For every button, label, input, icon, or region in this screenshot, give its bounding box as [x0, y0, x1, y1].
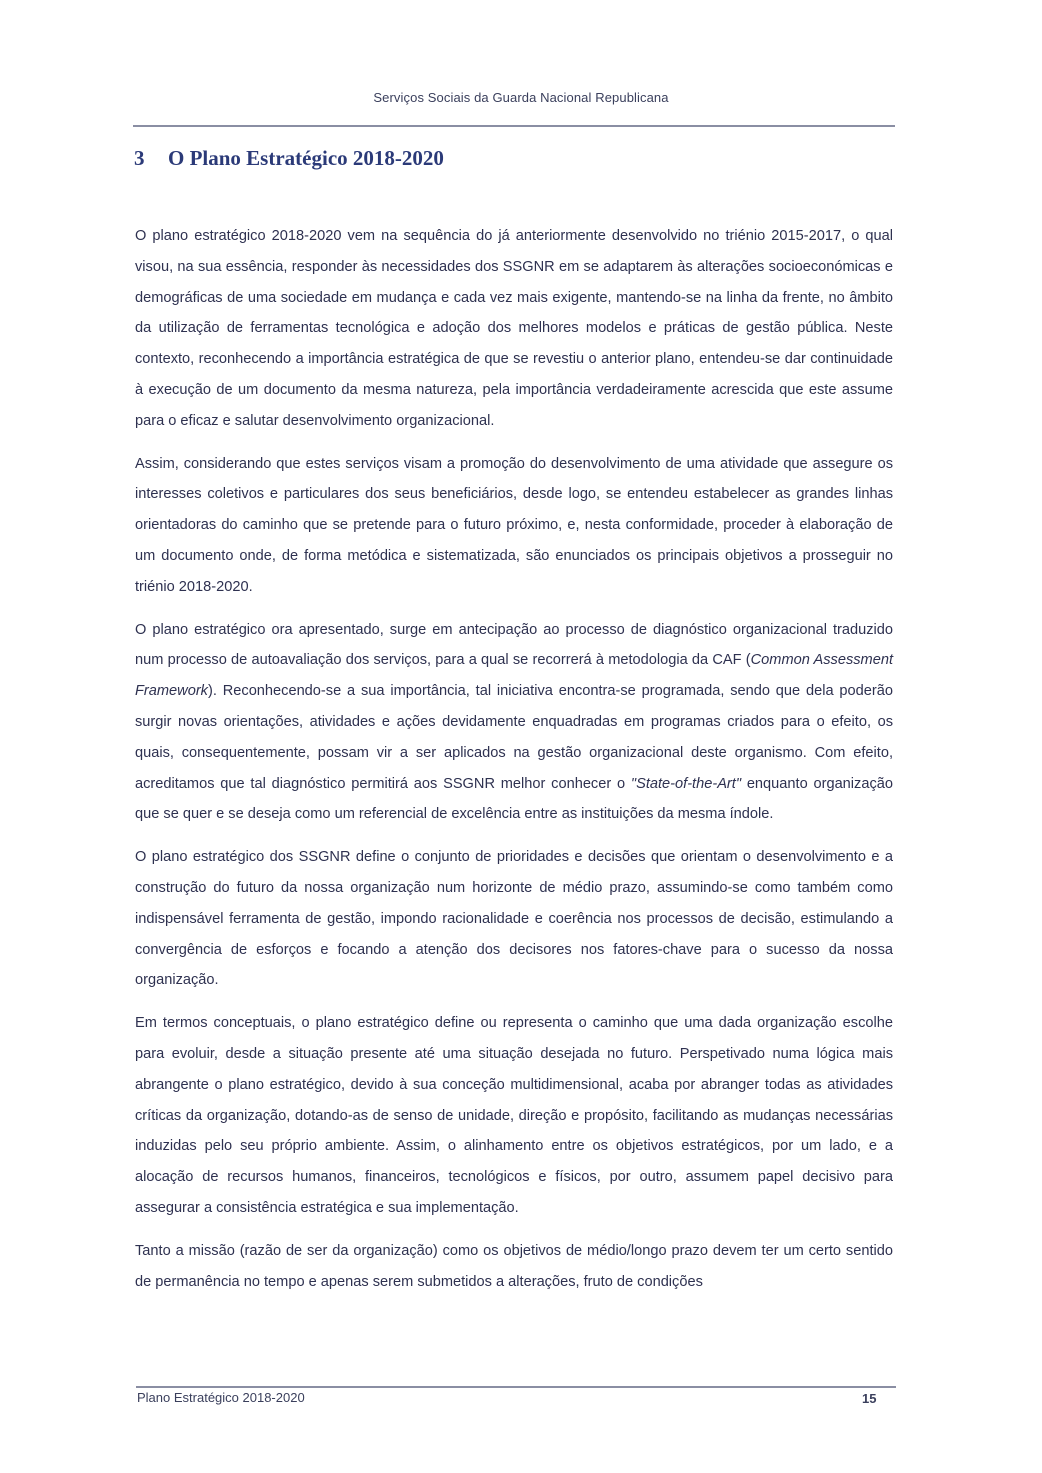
paragraph-3-part-c: enquanto organização que se quer e se deseja como um referencial de excelência entre as instituições da mesma índole. — [135, 775, 893, 823]
page-number: 15 — [862, 1391, 877, 1406]
caf-term: Common Assessment Framework — [135, 652, 893, 700]
paragraph-2: Assim, considerando que estes serviços visam a promoção do desenvolvimento de uma atividade que assegure os interesses coletivos e particulares dos seus beneficiários, desde logo, se entendeu estabelecer as grandes linhas orientadoras do caminho que se pretende para o futuro próximo, e, nesta conformidade, proceder à elaboração de um documento onde, de forma metódica e sistematizada, são enunciados os principais objetivos a prosseguir no triénio 2018-2020. — [135, 455, 893, 595]
header-divider — [133, 125, 895, 127]
footer-document-title: Plano Estratégico 2018-2020 — [137, 1390, 305, 1405]
paragraph-5: Em termos conceptuais, o plano estratégico define ou representa o caminho que uma dada organização escolhe para evoluir, desde a situação presente até uma situação desejada no futuro. Perspetivado numa lógica mais abrangente o plano estratégico, devido à sua conceção multidimensional, acaba por abranger todas as atividades críticas da organização, dotando-as de senso de unidade, direção e propósito, facilitando as mudanças necessárias induzidas pelo seu próprio ambiente. Assim, o alinhamento entre os objetivos estratégicos, por um lado, e a alocação de recursos humanos, financeiros, tecnológicos e físicos, por outro, assumem papel decisivo para assegurar a consistência estratégica e sua implementação. — [135, 1015, 893, 1216]
section-title — [134, 146, 444, 171]
paragraph-3 — [135, 615, 893, 831]
paragraph-3-part-a: O plano estratégico ora apresentado, surge em antecipação ao processo de diagnóstico organizacional traduzido num processo de autoavaliação dos serviços, para a qual se recorrerá à metodologia da CAF ( — [135, 621, 893, 669]
page-header: Serviços Sociais da Guarda Nacional Republicana — [373, 90, 669, 105]
paragraph-1: O plano estratégico 2018-2020 vem na sequência do já anteriormente desenvolvido no triénio 2015-2017, o qual visou, na sua essência, responder às necessidades dos SSGNR em se adaptarem às alterações socioeconómicas e demográficas de uma sociedade em mudança e cada vez mais exigente, mantendo-se na linha da frente, no âmbito da utilização de ferramentas tecnológica e adoção dos melhores modelos e práticas de gestão pública. Neste contexto, reconhecendo a importância estratégica de que se revestiu o anterior plano, entendeu-se dar continuidade à execução de um documento da mesma natureza, pela importância verdadeiramente acrescida que este assume para o eficaz e salutar desenvolvimento organizacional. — [135, 228, 893, 429]
section-title-text: O Plano Estratégico 2018-2020 — [168, 146, 444, 170]
section-number: 3 — [134, 146, 145, 170]
paragraph-6: Tanto a missão (razão de ser da organização) como os objetivos de médio/longo prazo devem ter um certo sentido de permanência no tempo e apenas serem submetidos a alterações, fruto de condições — [135, 1242, 893, 1290]
state-of-the-art-term: "State-of-the-Art" — [630, 775, 742, 792]
paragraph-4: O plano estratégico dos SSGNR define o conjunto de prioridades e decisões que orientam o desenvolvimento e a construção do futuro da nossa organização num horizonte de médio prazo, assumindo-se como também como indispensável ferramenta de gestão, impondo racionalidade e coerência nos processos de decisão, estimulando a convergência de esforços e focando a atenção dos decisores nos fatores-chave para o sucesso da nossa organização. — [135, 849, 893, 989]
paragraph-3-part-b: ). Reconhecendo-se a sua importância, tal iniciativa encontra-se programada, sendo que dela poderão surgir novas orientações, atividades e ações devidamente enquadradas em programas criados para o efeito, os quais, consequentemente, possam vir a ser aplicados na gestão organizacional deste organismo. Com efeito, acreditamos que tal diagnóstico permitirá aos SSGNR melhor conhecer o — [135, 683, 893, 792]
footer-divider — [136, 1386, 896, 1388]
body-text — [135, 221, 893, 1309]
